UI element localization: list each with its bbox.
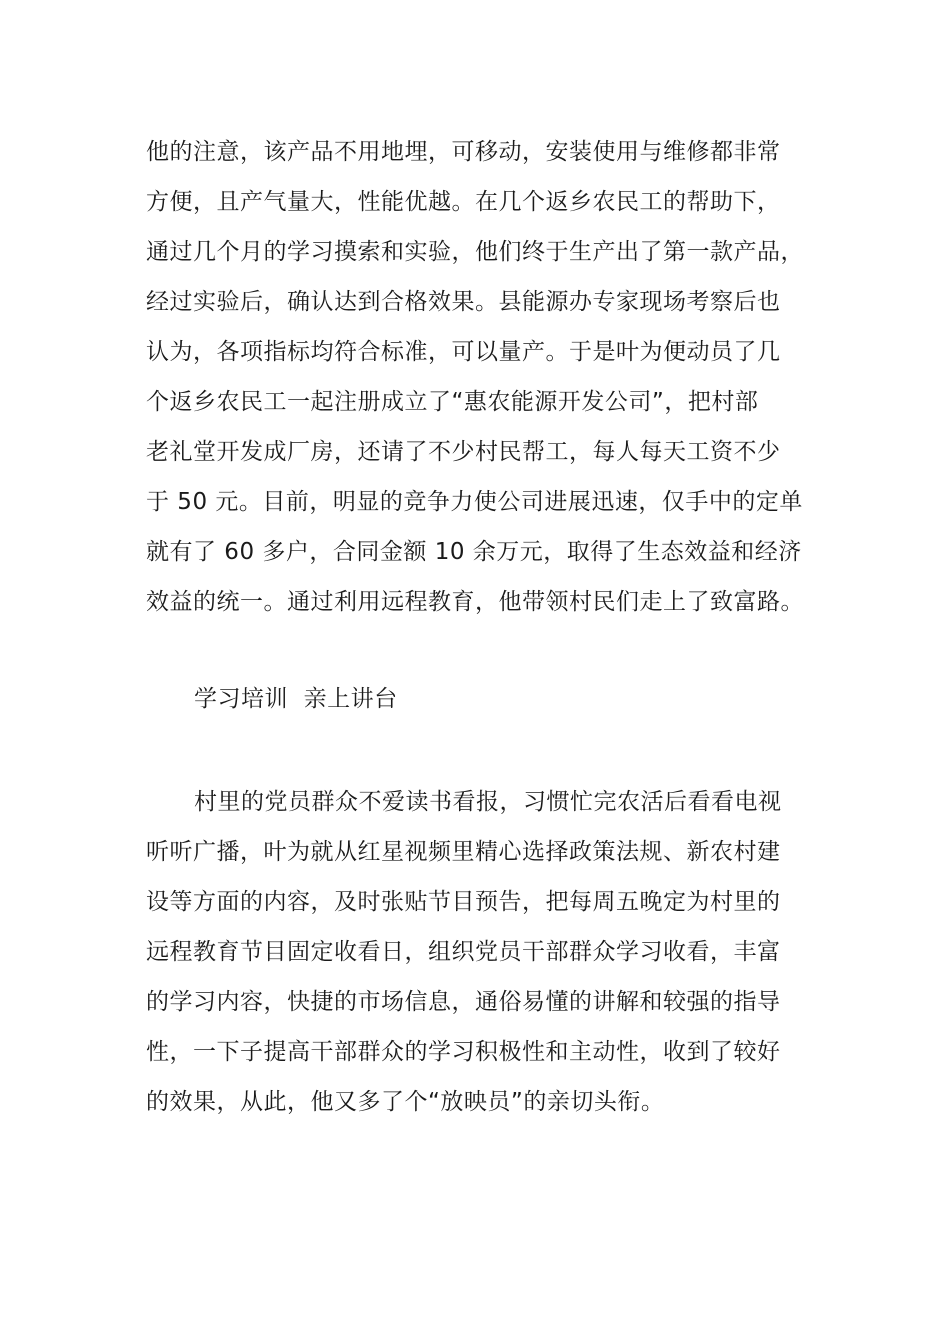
paragraph-1-line-7: 老礼堂开发成厂房，还请了不少村民帮工，每人每天工资不少	[146, 439, 781, 465]
paragraph-1-line-1: 他的注意，该产品不用地埋，可移动，安装使用与维修都非常	[146, 139, 781, 165]
paragraph-2-line-7: 的效果，从此，他又多了个“放映员”的亲切头衔。	[146, 1089, 665, 1115]
paragraph-1-line-3: 通过几个月的学习摸索和实验，他们终于生产出了第一款产品，	[146, 239, 804, 265]
paragraph-1-line-4: 经过实验后，确认达到合格效果。县能源办专家现场考察后也	[146, 289, 781, 315]
paragraph-2-line-3: 设等方面的内容，及时张贴节目预告，把每周五晚定为村里的	[146, 889, 781, 915]
paragraph-1-line-9: 就有了 60 多户，合同金额 10 余万元，取得了生态效益和经济	[146, 539, 802, 565]
section-heading: 学习培训 亲上讲台	[194, 686, 398, 712]
paragraph-2-line-5: 的学习内容，快捷的市场信息，通俗易懂的讲解和较强的指导	[146, 989, 781, 1015]
paragraph-2-line-2: 听听广播，叶为就从红星视频里精心选择政策法规、新农村建	[146, 839, 781, 865]
paragraph-1-line-2: 方便，且产气量大，性能优越。在几个返乡农民工的帮助下，	[146, 189, 781, 215]
paragraph-1-line-10: 效益的统一。通过利用远程教育，他带领村民们走上了致富路。	[146, 589, 804, 615]
paragraph-2-line-6: 性，一下子提高干部群众的学习积极性和主动性，收到了较好	[146, 1039, 781, 1065]
paragraph-1-line-5: 认为，各项指标均符合标准，可以量产。于是叶为便动员了几	[146, 339, 781, 365]
paragraph-1-line-6: 个返乡农民工一起注册成立了“惠农能源开发公司”，把村部	[146, 389, 759, 415]
paragraph-2-line-1: 村里的党员群众不爱读书看报，习惯忙完农活后看看电视	[194, 789, 782, 815]
paragraph-1-line-8: 于 50 元。目前，明显的竞争力使公司进展迅速，仅手中的定单	[146, 489, 803, 515]
paragraph-2-line-4: 远程教育节目固定收看日，组织党员干部群众学习收看，丰富	[146, 939, 781, 965]
